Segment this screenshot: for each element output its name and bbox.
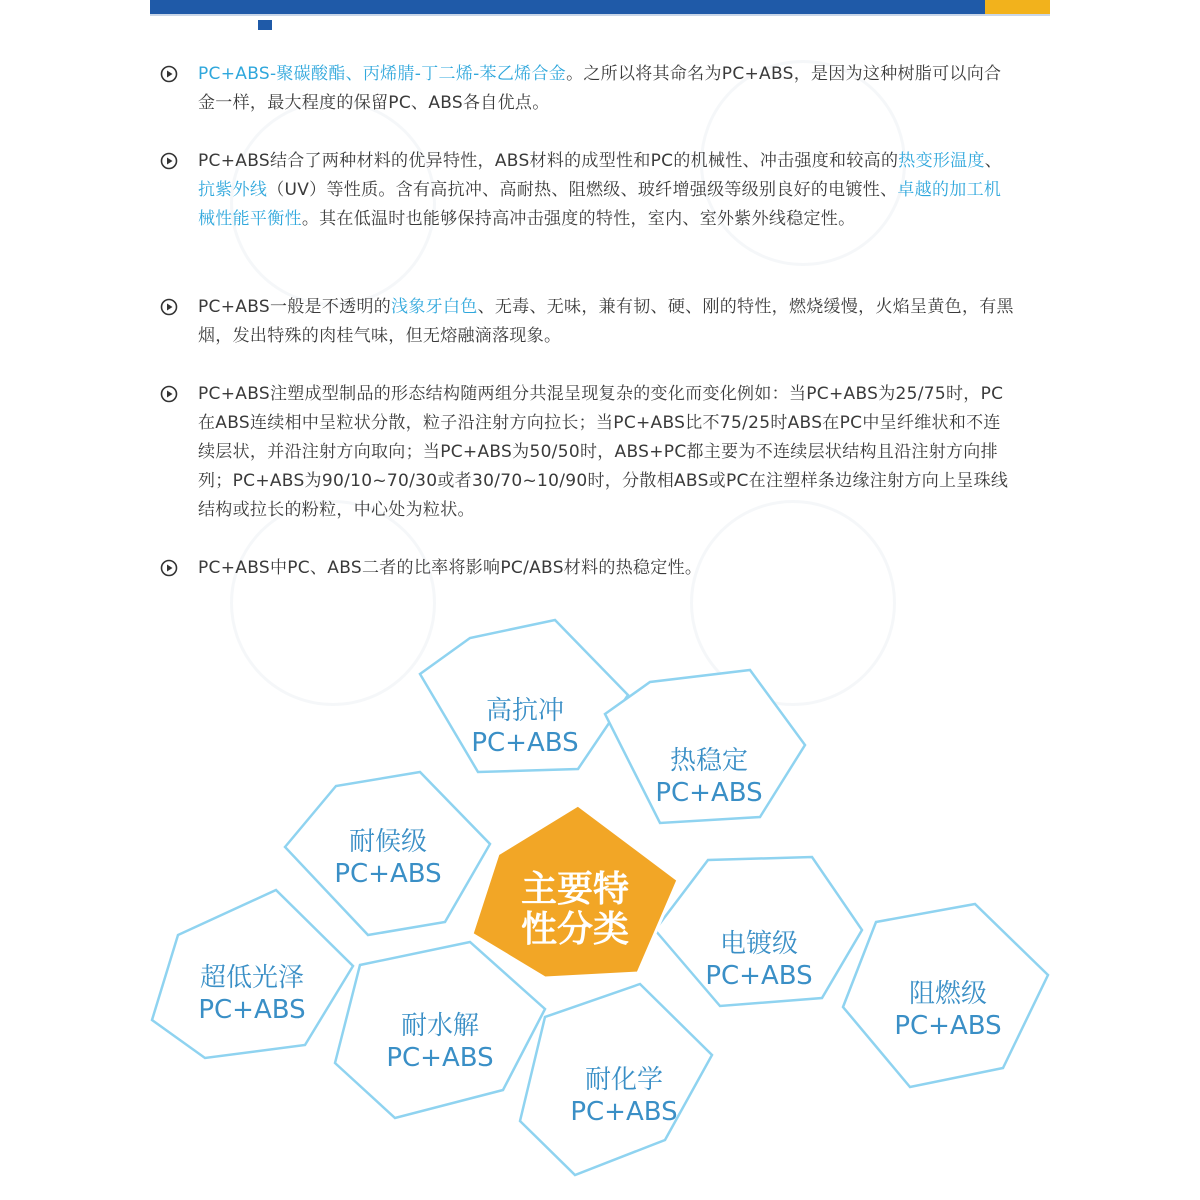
hex-subtitle: PC+ABS: [705, 961, 813, 991]
text-segment: PC+ABS一般是不透明的: [198, 297, 392, 317]
top-bar-blue: [150, 0, 850, 14]
hex-subtitle: PC+ABS: [386, 1043, 494, 1073]
hex-subtitle: PC+ABS: [198, 995, 306, 1025]
hex-title: 阻燃级: [908, 979, 987, 1009]
highlighted-phrase: 抗紫外线: [198, 180, 268, 200]
hex-title: 高抗冲: [485, 696, 564, 726]
hexagon-diagram: [0, 600, 1200, 1200]
center-hex-label: [475, 870, 675, 950]
circled-play-icon: [160, 298, 178, 316]
top-banner-bar: [150, 0, 1050, 14]
top-bar-yellow: [985, 0, 1050, 14]
hex-label-weather: [288, 826, 488, 890]
circled-play-icon: [160, 152, 178, 170]
hex-title: 耐水解: [400, 1011, 479, 1041]
circled-play-icon: [160, 559, 178, 577]
list-item-text: [198, 147, 1018, 234]
hex-title: 耐候级: [348, 827, 427, 857]
hex-title: 电镀级: [719, 929, 798, 959]
hex-label-flame: [848, 978, 1048, 1042]
highlighted-phrase: 浅象牙白色: [391, 297, 478, 317]
hex-title: 耐化学: [584, 1065, 663, 1095]
hex-subtitle: PC+ABS: [471, 728, 579, 758]
highlighted-phrase: 热变形温度: [898, 151, 985, 171]
text-segment: PC+ABS中PC、ABS二者的比率将影响PC/ABS材料的热稳定性。: [198, 558, 703, 578]
center-line-2: 性分类: [520, 909, 629, 950]
hex-label-plating: [659, 928, 859, 992]
hex-title: 超低光泽: [199, 963, 304, 993]
hex-subtitle: PC+ABS: [894, 1011, 1002, 1041]
text-segment: PC+ABS结合了两种材料的优异特性，ABS材料的成型性和PC的机械性、冲击强度和较高的: [198, 151, 899, 171]
center-line-1: 主要特: [520, 869, 629, 910]
text-segment: 。其在低温时也能够保持高冲击强度的特性，室内、室外紫外线稳定性。: [301, 209, 856, 229]
hex-subtitle: PC+ABS: [655, 778, 763, 808]
hex-label-lowgloss: [152, 962, 352, 1026]
hex-subtitle: PC+ABS: [334, 859, 442, 889]
list-item-text: [198, 293, 1018, 351]
text-segment: 、: [984, 151, 1003, 171]
circled-play-icon: [160, 385, 178, 403]
top-bar-shadow: [150, 14, 1050, 16]
text-segment: PC+ABS注塑成型制品的形态结构随两组分共混呈现复杂的变化而变化例如：当PC+ABS为25/75时，PC在ABS连续相中呈粒状分散，粒子沿注射方向拉长；当PC+ABS比不75/25时ABS在PC中呈纤维状和不连续层状，并沿注射方向取向；当PC+ABS为50/50时，ABS+PC都主要为不连续层状结构且沿注射方向排列；PC+ABS为90/10~70/30或者30/70~10/90时，分散相ABS或PC在注塑样条边缘注射方向上呈珠线结构或拉长的粉粒，中心处为粒状。: [198, 384, 1009, 520]
text-segment: 、无毒、无味，兼有韧、硬、刚的特性，燃烧缓慢，火焰呈黄色，有黑烟，发出特殊的肉桂气味，但无熔融滴落现象。: [198, 297, 1014, 346]
list-item-text: [198, 554, 1018, 583]
highlighted-phrase: PC+ABS-聚碳酸酯、丙烯腈-丁二烯-苯乙烯合金: [198, 64, 567, 84]
banner-tick-mark: [258, 20, 272, 30]
hex-label-impact: [425, 695, 625, 759]
list-item-text: [198, 60, 1018, 118]
highlighted-phrase: 卓越的加工机械性能平衡性: [198, 180, 1002, 229]
text-segment: 。之所以将其命名为PC+ABS，是因为这种树脂可以向合金一样，最大程度的保留PC、ABS各自优点。: [198, 64, 1002, 113]
hex-subtitle: PC+ABS: [570, 1097, 678, 1127]
hex-title: 热稳定: [669, 746, 748, 776]
circled-play-icon: [160, 65, 178, 83]
hex-label-hydrolysis: [340, 1010, 540, 1074]
list-item-text: [198, 380, 1018, 525]
hex-label-chemical: [524, 1064, 724, 1128]
hex-label-heat: [609, 745, 809, 809]
text-segment: （UV）等性质。含有高抗冲、高耐热、阻燃级、玻纤增强级等级别良好的电镀性、: [267, 180, 898, 200]
